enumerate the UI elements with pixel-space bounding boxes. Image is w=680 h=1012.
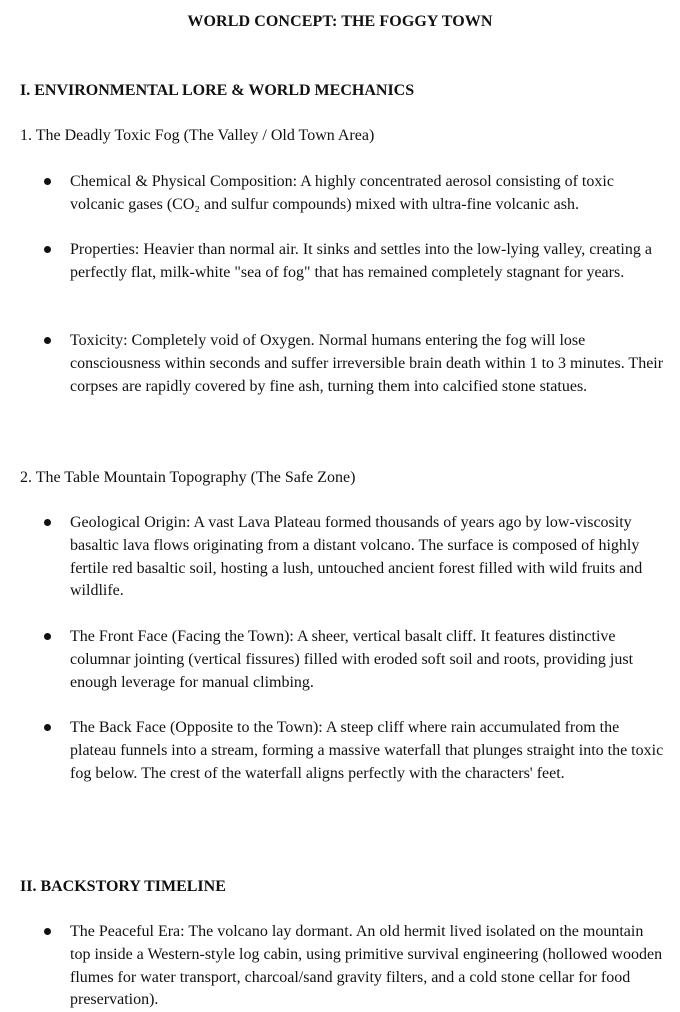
list-item-text: Chemical & Physical Composition: A highly concentrated aerosol consisting of toxic volcanic gases (CO₂ and sulfur compounds) mixed with ultra-fine volcanic ash.	[70, 173, 614, 213]
list-item-text: Geological Origin: A vast Lava Plateau formed thousands of years ago by low-viscosity basaltic lava flows originating from a distant volcano. The surface is composed of highly fertile red basaltic soil, hosting a lush, untouched ancient forest filled with wild fruits and wildlife.	[70, 514, 643, 600]
subsection-heading-toxic-fog: 1. The Deadly Toxic Fog (The Valley / Old Town Area)	[20, 127, 375, 144]
section-heading-backstory-timeline: II. BACKSTORY TIMELINE	[20, 878, 226, 895]
bullet-point-icon	[44, 337, 51, 344]
document-title: WORLD CONCEPT: THE FOGGY TOWN	[187, 13, 493, 30]
list-item	[70, 330, 666, 398]
list-item-text: Toxicity: Completely void of Oxygen. Normal humans entering the fog will lose consciousness within seconds and suffer irreversible brain death within 1 to 3 minutes. Their corpses are rapidly covered by fine ash, turning them into calcified stone statues.	[70, 332, 664, 395]
list-item-text: The Front Face (Facing the Town): A sheer, vertical basalt cliff. It features distinctive columnar jointing (vertical fissures) filled with eroded soft soil and roots, providing just enough leverage for manual climbing.	[70, 628, 634, 691]
list-item	[70, 626, 666, 694]
list-item	[70, 171, 666, 217]
bullet-point-icon	[44, 928, 51, 935]
section-heading-environmental-lore: I. ENVIRONMENTAL LORE & WORLD MECHANICS	[20, 82, 415, 99]
bullet-point-icon	[44, 519, 51, 526]
bullet-point-icon	[44, 178, 51, 185]
bullet-point-icon	[44, 724, 51, 731]
list-item-text: The Back Face (Opposite to the Town): A steep cliff where rain accumulated from the plateau funnels into a stream, forming a massive waterfall that plunges straight into the toxic fog below. The crest of the waterfall aligns perfectly with the characters' feet.	[70, 719, 664, 782]
list-item-text: Properties: Heavier than normal air. It sinks and settles into the low-lying valley, creating a perfectly flat, milk-white "sea of fog" that has remained completely stagnant for years.	[70, 241, 652, 281]
bullet-point-icon	[44, 633, 51, 640]
list-item-text: The Peaceful Era: The volcano lay dormant. An old hermit lived isolated on the mountain top inside a Western-style log cabin, using primitive survival engineering (hollowed wooden flumes for water transport, charcoal/sand gravity filters, and a cold stone cellar for food preservation).	[70, 923, 663, 1009]
subsection-heading-table-mountain: 2. The Table Mountain Topography (The Safe Zone)	[20, 469, 356, 486]
list-item	[70, 512, 666, 603]
bullet-point-icon	[44, 246, 51, 253]
list-item	[70, 717, 666, 785]
list-item	[70, 921, 666, 1012]
list-item	[70, 239, 666, 285]
